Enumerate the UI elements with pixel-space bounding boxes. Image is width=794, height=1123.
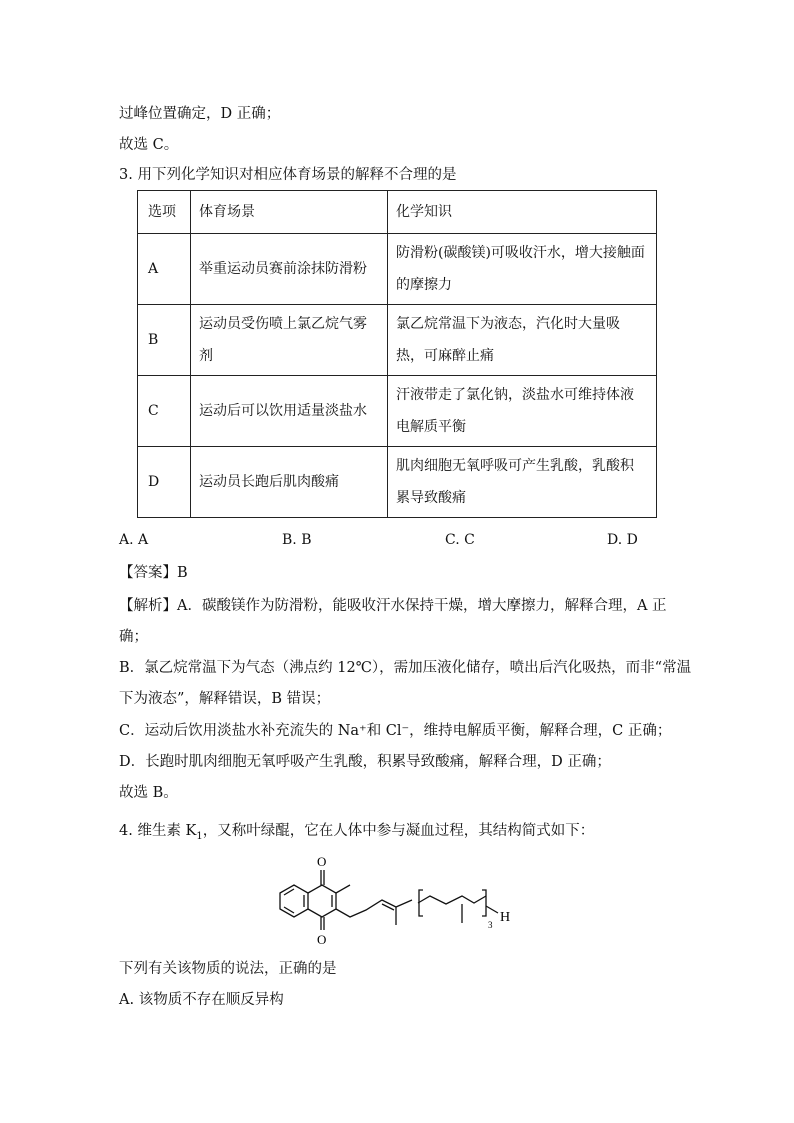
structure-h: H xyxy=(500,910,511,925)
q4-stem-pre: 4. 维生素 K xyxy=(119,823,197,839)
q3-answer: 【答案】B xyxy=(119,565,188,581)
table-row xyxy=(138,376,657,447)
q3-analysis-line: 下为液态”，解释错误，B 错误； xyxy=(119,691,331,707)
sports-table xyxy=(137,190,657,518)
q3-analysis-line: B．氯乙烷常温下为气态（沸点约 12℃），需加压液化储存，喷出后汽化吸热，而非“常温 xyxy=(119,660,692,676)
row-scene: 运动后可以饮用适量淡盐水 xyxy=(191,376,388,447)
row-knowledge-line: 肌肉细胞无氧呼吸可产生乳酸，乳酸积 xyxy=(396,458,634,474)
option-c: C. C xyxy=(445,532,475,548)
structure-o-bottom: O xyxy=(317,932,327,947)
row-knowledge-line: 防滑粉(碳酸镁)可吸收汗水，增大接触面 xyxy=(396,245,645,261)
row-scene: 运动员长跑后肌肉酸痛 xyxy=(191,447,388,518)
option-a: A. A xyxy=(119,532,149,548)
table-header-row xyxy=(138,191,657,234)
row-knowledge-line: 的摩擦力 xyxy=(396,277,452,293)
q3-analysis-line: D．长跑时肌肉细胞无氧呼吸产生乳酸，积累导致酸痛，解释合理，D 正确； xyxy=(119,754,611,770)
q3-analysis-line: 确； xyxy=(119,629,148,645)
header-option: 选项 xyxy=(138,191,191,234)
q3-analysis-line: 【解析】A．碳酸镁作为防滑粉，能吸收汗水保持干燥，增大摩擦力，解释合理，A 正 xyxy=(119,598,667,614)
vitamin-k1-structure xyxy=(270,848,530,948)
row-knowledge-line: 热，可麻醉止痛 xyxy=(396,348,494,364)
table-row xyxy=(138,447,657,518)
row-scene: 举重运动员赛前涂抹防滑粉 xyxy=(191,234,388,305)
option-d: D. D xyxy=(607,532,638,548)
row-knowledge-line: 电解质平衡 xyxy=(396,419,466,435)
structure-repeat-count: 3 xyxy=(488,920,493,930)
row-knowledge xyxy=(388,234,657,305)
q3-analysis-line: 故选 B。 xyxy=(119,785,178,801)
row-option: D xyxy=(138,447,191,518)
row-option: B xyxy=(138,305,191,376)
row-knowledge-line: 累导致酸痛 xyxy=(396,490,466,506)
row-option: A xyxy=(138,234,191,305)
structure-o-top: O xyxy=(317,854,327,869)
header-scene: 体育场景 xyxy=(191,191,388,234)
q4-stem-sub: 1 xyxy=(196,830,203,842)
q3-analysis-line: C．运动后饮用淡盐水补充流失的 Na⁺和 Cl⁻，维持电解质平衡，解释合理，C 正确； xyxy=(119,723,672,739)
q3-stem: 3. 用下列化学知识对相应体育场景的解释不合理的是 xyxy=(119,167,457,183)
row-knowledge xyxy=(388,447,657,518)
option-b: B. B xyxy=(282,532,312,548)
prev-line-2: 故选 C。 xyxy=(119,137,179,153)
q4-stem-post: ，又称叶绿醌，它在人体中参与凝血过程，其结构简式如下： xyxy=(202,823,595,839)
table-row xyxy=(138,305,657,376)
q4-option-a: A. 该物质不存在顺反异构 xyxy=(119,992,284,1008)
row-knowledge xyxy=(388,376,657,447)
q4-stem xyxy=(119,821,594,847)
q4-question: 下列有关该物质的说法，正确的是 xyxy=(119,961,337,977)
row-knowledge-line: 氯乙烷常温下为液态，汽化时大量吸 xyxy=(396,316,620,332)
row-option: C xyxy=(138,376,191,447)
table-row xyxy=(138,234,657,305)
row-scene: 运动员受伤喷上氯乙烷气雾剂 xyxy=(191,305,388,376)
header-knowledge: 化学知识 xyxy=(388,191,657,234)
prev-line-1: 过峰位置确定，D 正确； xyxy=(119,106,281,122)
row-knowledge xyxy=(388,305,657,376)
row-knowledge-line: 汗液带走了氯化钠，淡盐水可维持体液 xyxy=(396,387,634,403)
